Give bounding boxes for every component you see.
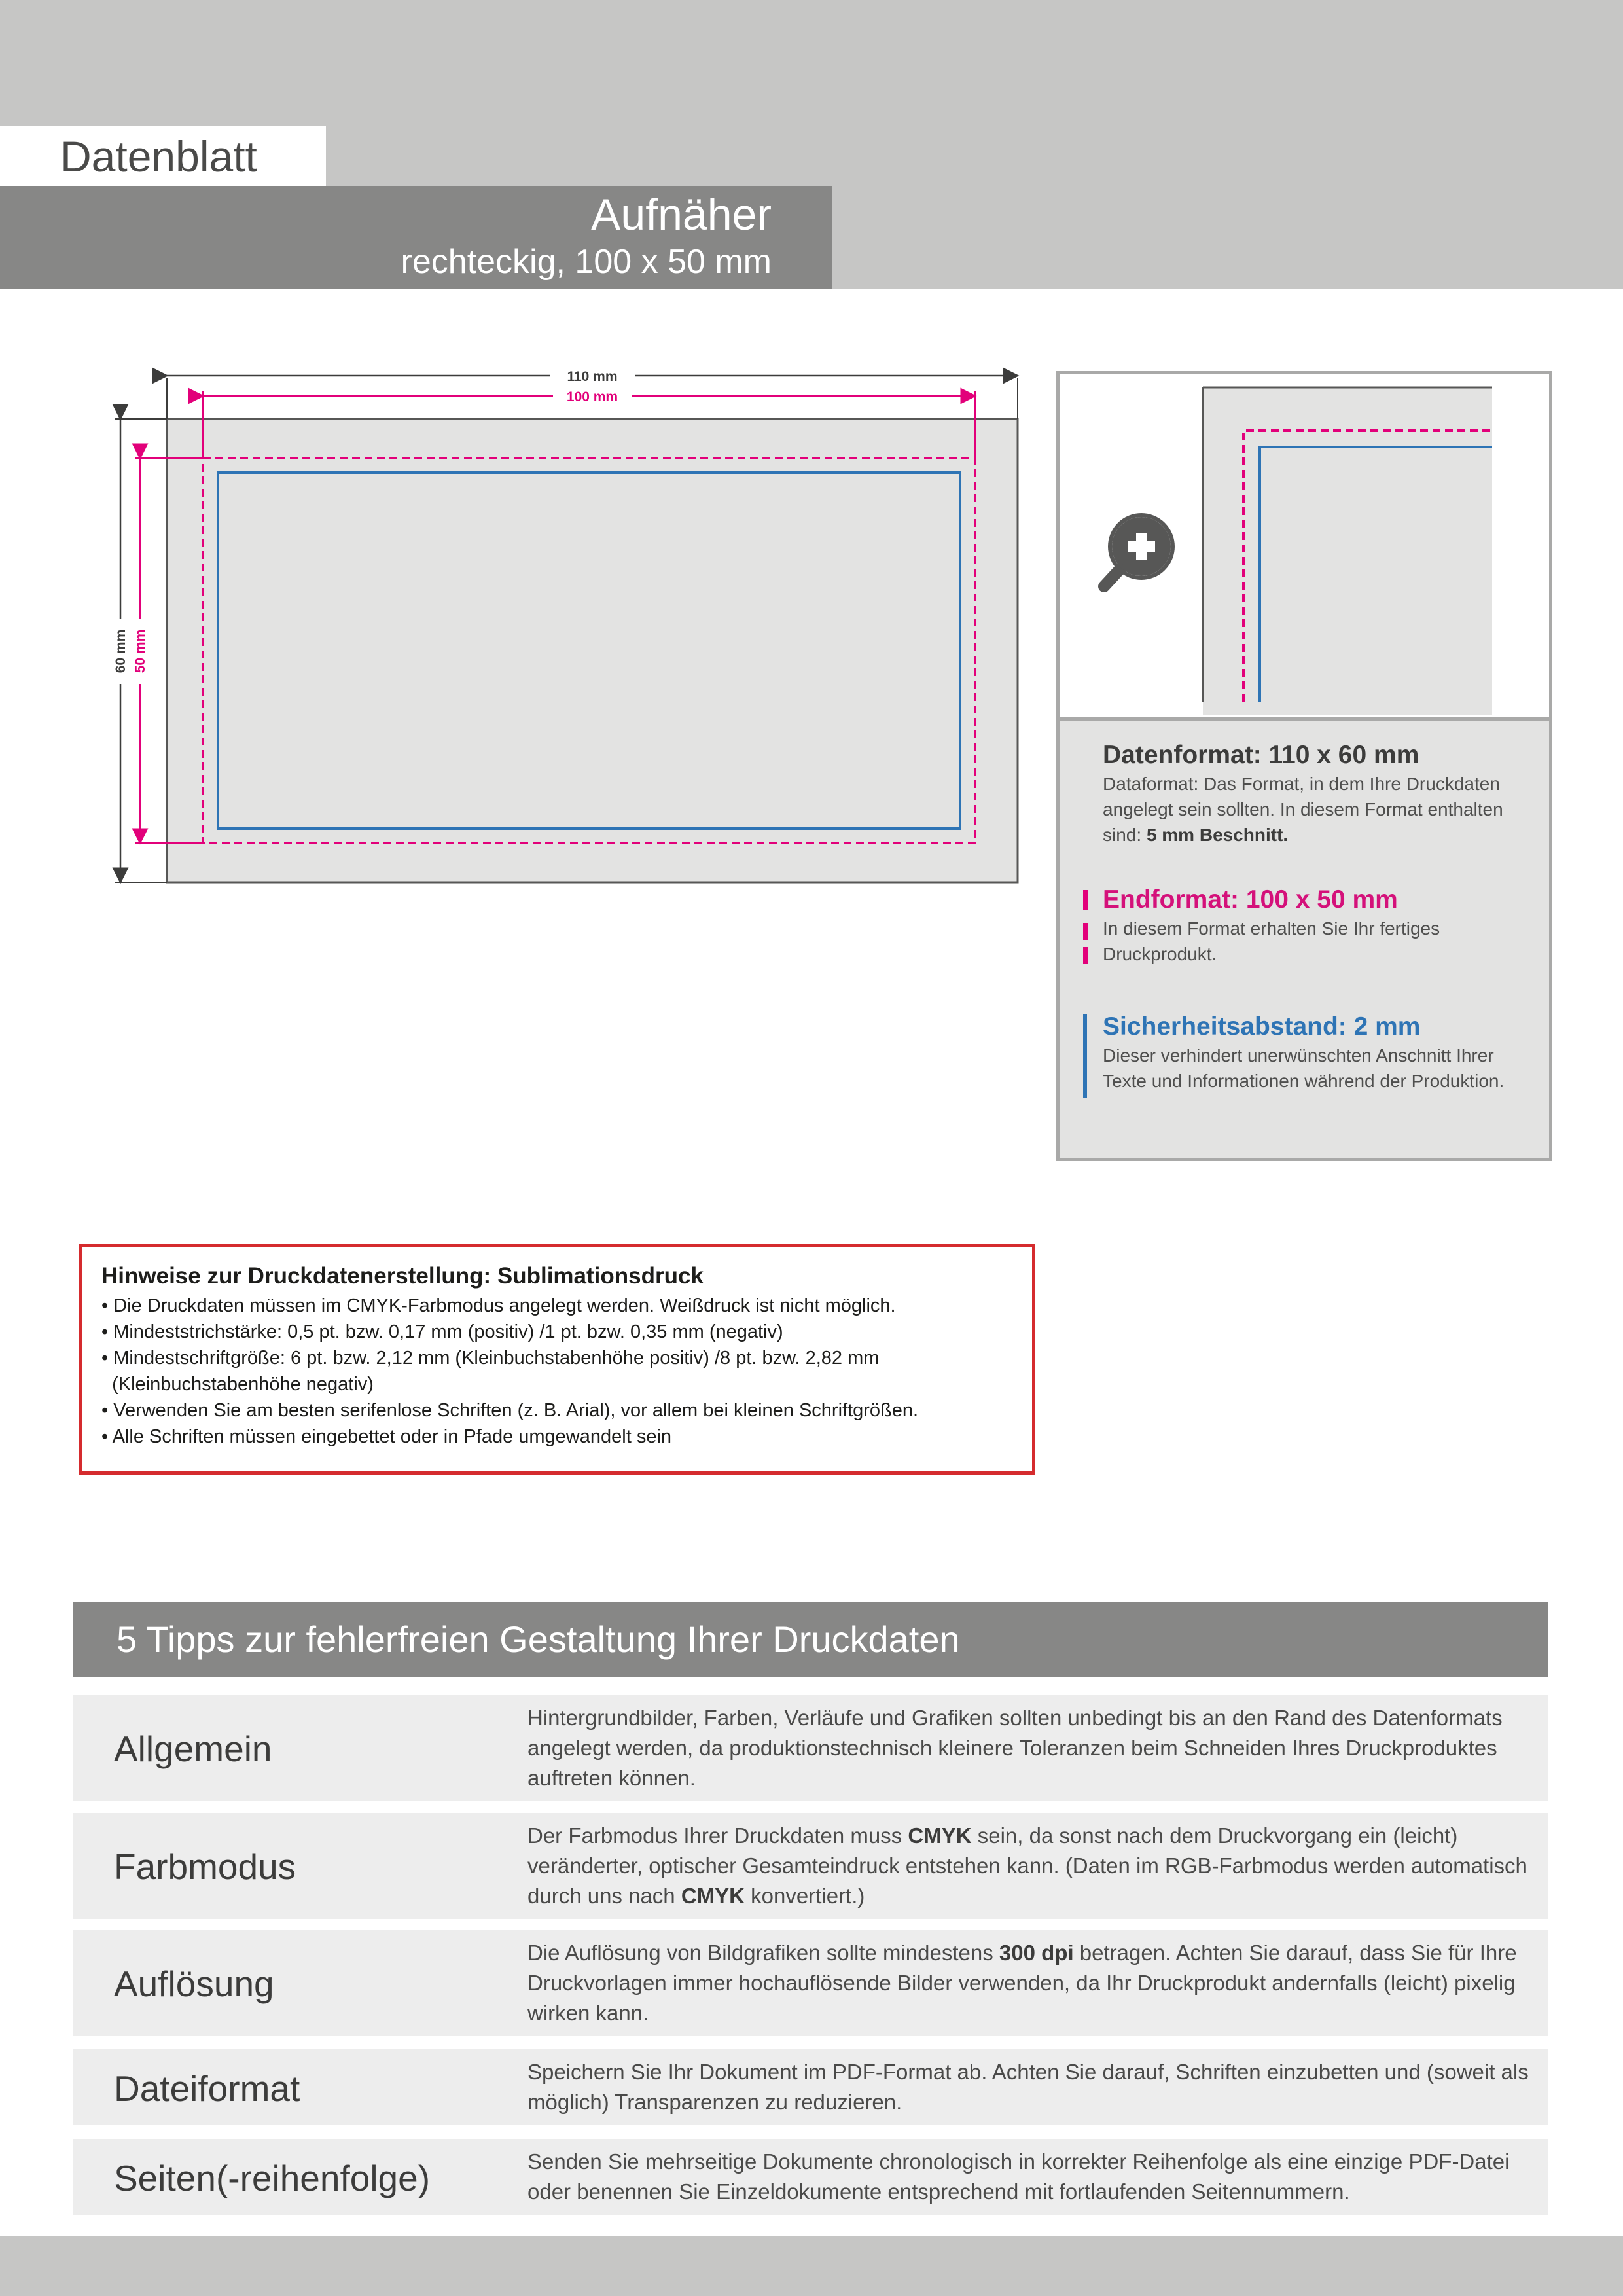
tips-header: 5 Tipps zur fehlerfreien Gestaltung Ihrer Druckdaten bbox=[73, 1602, 1548, 1677]
tip-row-allgemein bbox=[73, 1695, 1548, 1801]
hints-line: • Mindestschriftgröße: 6 pt. bzw. 2,12 mm (Kleinbuchstabenhöhe positiv) /8 pt. bzw. 2,82 mm bbox=[101, 1348, 880, 1369]
dim-height-outer: 60 mm bbox=[113, 629, 128, 673]
hints-box bbox=[79, 1244, 1035, 1475]
hints-line: • Die Druckdaten müssen im CMYK-Farbmodus angelegt werden. Weißdruck ist nicht möglich. bbox=[101, 1295, 896, 1316]
spec-sicherheit-title: Sicherheitsabstand: 2 mm bbox=[1103, 1013, 1421, 1041]
tip-text: Der Farbmodus Ihrer Druckdaten muss CMYK sein, da sonst nach dem Druckvorgang ein (leicht) veränderter, optischer Gesamteindruck entstehen kann. (Daten im RGB-Farbmodus werden automatisch durch uns nach CMYK konvertiert.) bbox=[527, 1823, 1527, 1908]
safety-line bbox=[218, 473, 960, 829]
bottom-band bbox=[0, 2236, 1623, 2296]
tip-row-dateiformat bbox=[73, 2049, 1548, 2125]
title-box bbox=[0, 186, 832, 289]
spec-endformat bbox=[1103, 885, 1495, 967]
spec-datenformat-title: Datenformat: 110 x 60 mm bbox=[1103, 741, 1419, 769]
hints-line: • Mindeststrichstärke: 0,5 pt. bzw. 0,17 mm (positiv) /1 pt. bzw. 0,35 mm (negativ) bbox=[101, 1321, 783, 1342]
spec-datenformat-text: Dataformat: Das Format, in dem Ihre Druckdaten angelegt sein sollten. In diesem Format enthalten sind: bbox=[1103, 773, 1503, 845]
tip-label: Auflösung bbox=[114, 1964, 274, 2004]
data-format-area bbox=[167, 419, 1018, 882]
tip-label: Farbmodus bbox=[114, 1846, 296, 1887]
zoom-panel bbox=[1056, 371, 1552, 1161]
zoom-detail bbox=[1060, 374, 1549, 721]
page-subtitle: rechteckig, 100 x 50 mm bbox=[401, 243, 772, 281]
cut-line bbox=[203, 458, 975, 843]
spec-datenformat bbox=[1103, 740, 1535, 848]
spec-sicherheit bbox=[1103, 1012, 1541, 1094]
spec-endformat-text: In diesem Format erhalten Sie Ihr fertiges Druckprodukt. bbox=[1103, 918, 1440, 964]
tip-text: Senden Sie mehrseitige Dokumente chronologisch in korrekter Reihenfolge als eine einzige PDF-Datei oder benennen Sie Einzeldokumente entsprechend mit fortlaufenden Seitennummern. bbox=[527, 2149, 1510, 2204]
spec-datenformat-bold: 5 mm Beschnitt. bbox=[1146, 824, 1289, 845]
hints-title: Hinweise zur Druckdatenerstellung: Sublimationsdruck bbox=[101, 1263, 704, 1289]
tip-label: Allgemein bbox=[114, 1729, 272, 1769]
tip-row-farbmodus bbox=[73, 1813, 1548, 1919]
dim-width-inner: 100 mm bbox=[566, 389, 618, 404]
spec-list bbox=[1060, 721, 1549, 1158]
doc-label: Datenblatt bbox=[0, 126, 326, 187]
spec-endformat-title: Endformat: 100 x 50 mm bbox=[1103, 886, 1398, 914]
dim-height-inner: 50 mm bbox=[133, 629, 148, 673]
tip-label: Seiten(-reihenfolge) bbox=[114, 2158, 431, 2198]
tip-label: Dateiformat bbox=[114, 2068, 300, 2109]
tip-row-seiten bbox=[73, 2139, 1548, 2215]
tip-text: Hintergrundbilder, Farben, Verläufe und Grafiken sollten unbedingt bis an den Rand des Datenformats angelegt werden, da produktionstechnisch kleinere Toleranzen beim Schneiden Ihres Druckproduktes auftreten können. bbox=[527, 1706, 1503, 1790]
tip-text: Die Auflösung von Bildgrafiken sollte mindestens 300 dpi betragen. Achten Sie darauf, dass Sie für Ihre Druckvorlagen immer hochauflösende Bilder verwenden, da Ihr Druckprodukt andernfalls (leicht) pixelig wirken kann. bbox=[527, 1941, 1517, 2025]
dim-width-outer: 110 mm bbox=[567, 369, 618, 384]
magnifier-plus-icon bbox=[1104, 515, 1173, 586]
hints-line: • Alle Schriften müssen eingebettet oder in Pfade umgewandelt sein bbox=[101, 1426, 672, 1447]
page-title: Aufnäher bbox=[591, 190, 772, 240]
spec-sicherheit-text: Dieser verhindert unerwünschten Anschnitt Ihrer Texte und Informationen während der Produktion. bbox=[1103, 1045, 1505, 1091]
hints-line: • Verwenden Sie am besten serifenlose Schriften (z. B. Arial), vor allem bei kleinen Schriftgrößen. bbox=[101, 1400, 919, 1421]
tip-text: Speichern Sie Ihr Dokument im PDF-Format ab. Achten Sie darauf, Schriften einzubetten und (soweit als möglich) Transparenzen zu reduzieren. bbox=[527, 2060, 1529, 2114]
tip-row-aufloesung bbox=[73, 1930, 1548, 2036]
hints-line: (Kleinbuchstabenhöhe negativ) bbox=[101, 1374, 374, 1395]
